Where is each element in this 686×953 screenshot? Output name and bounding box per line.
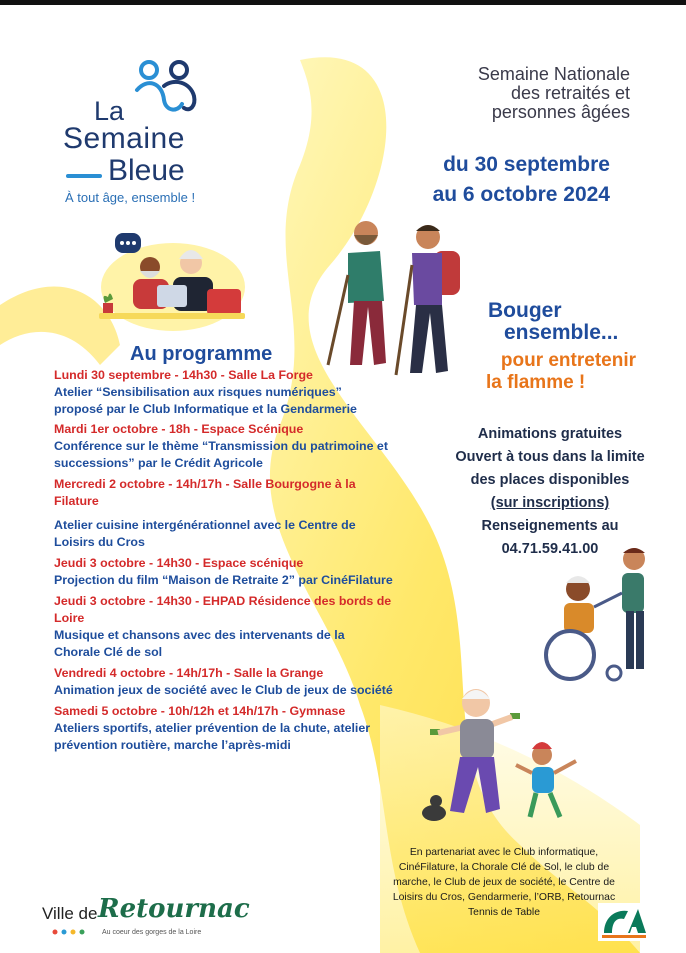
national-line-2: des retraités et [510,83,630,103]
ville-de-label: Ville de [42,904,98,923]
event-when: Lundi 30 septembre - 14h30 - Salle La Forge [54,368,313,382]
partners-text: En partenariat avec le Club informatique, CinéFilature, la Chorale Clé de Sol, le club de marche, le Club de jeux de société, le Centre de Loisirs du Cros, Gendarmerie, l’ORB, Retournac Tennis de Table [392,847,616,918]
slogan-line-3: pour entretenir [500,350,636,371]
event-when: Jeudi 3 octobre - 14h30 - EHPAD Résidence des bords de Loire [54,594,392,625]
info-block [442,423,658,561]
event-what: Projection du film “Maison de Retraite 2” par CinéFilature [54,573,393,587]
two-people-logo-icon [132,60,202,115]
national-line-3: personnes âgées [491,102,630,122]
programme-event [54,421,394,472]
seniors-computer-illustration [95,227,245,332]
ville-de-retournac-logo [42,894,250,943]
poster [0,5,686,953]
dates-line-2: au 6 octobre 2024 [432,183,610,206]
programme-event [54,367,394,418]
event-subtitle [478,65,630,122]
logo-semaine: Semaine [63,122,185,155]
programme-event [54,476,394,551]
info-line-5: Renseignements au [481,518,619,534]
exercise-illustration [420,683,590,833]
programme-title: Au programme [130,343,273,365]
event-what: Atelier “Sensibilisation aux risques numériques” proposé par le Club Informatique et la Gendarmerie [54,385,357,416]
info-line-4: (sur inscriptions) [490,495,610,511]
event-when: Mardi 1er octobre - 18h - Espace Scénique [54,422,304,436]
programme-event [54,593,394,661]
slogan-flamme [480,350,636,394]
event-when: Samedi 5 octobre - 10h/12h et 14h/17h - Gymnase [54,704,346,718]
colored-dots-icon [52,929,92,935]
info-line-1: Animations gratuites [477,426,623,442]
info-line-3: des places disponibles [470,472,630,488]
info-line-2: Ouvert à tous dans la limite [455,449,645,465]
dates-line-1: du 30 septembre [443,153,610,176]
event-what: Ateliers sportifs, atelier prévention de la chute, atelier prévention routière, marche l’après-midi [54,721,371,752]
slogan-line-4: la flamme ! [486,372,586,393]
event-what: Conférence sur le thème “Transmission du patrimoine et successions” par le Crédit Agricole [54,439,388,470]
slogan-line-2: ensemble... [504,321,619,344]
programme-event [54,555,394,589]
event-dates [433,150,610,210]
semaine-bleue-logo [60,60,240,220]
credit-agricole-logo-icon [598,903,650,941]
event-when: Vendredi 4 octobre - 14h/17h - Salle la Grange [54,666,324,680]
event-what: Musique et chansons avec des intervenants de la Chorale Clé de sol [54,628,345,659]
slogan-line-1: Bouger [488,299,562,322]
event-what: Atelier cuisine intergénérationnel avec le Centre de Loisirs du Cros [54,518,356,549]
slogan-bouger [488,300,618,344]
logo-tagline: À tout âge, ensemble ! [65,190,196,205]
event-when: Mercredi 2 octobre - 14h/17h - Salle Bourgogne à la Filature [54,477,356,508]
logo-bleue: Bleue [108,154,185,187]
info-phone: 04.71.59.41.00 [501,541,599,557]
wheelchair-illustration [530,545,650,685]
event-what: Animation jeux de société avec le Club de jeux de société [54,683,393,697]
programme-event [54,703,394,754]
ville-name: Retournac [98,894,250,924]
programme-event [54,665,394,699]
ville-subtitle: Au coeur des gorges de la Loire [102,929,202,936]
event-when: Jeudi 3 octobre - 14h30 - Espace scénique [54,556,304,570]
senior-hikers-illustration [318,215,468,380]
logo-la: La [94,96,125,126]
national-line-1: Semaine Nationale [477,64,630,84]
logo-dash [66,174,102,178]
programme-list [54,367,394,758]
